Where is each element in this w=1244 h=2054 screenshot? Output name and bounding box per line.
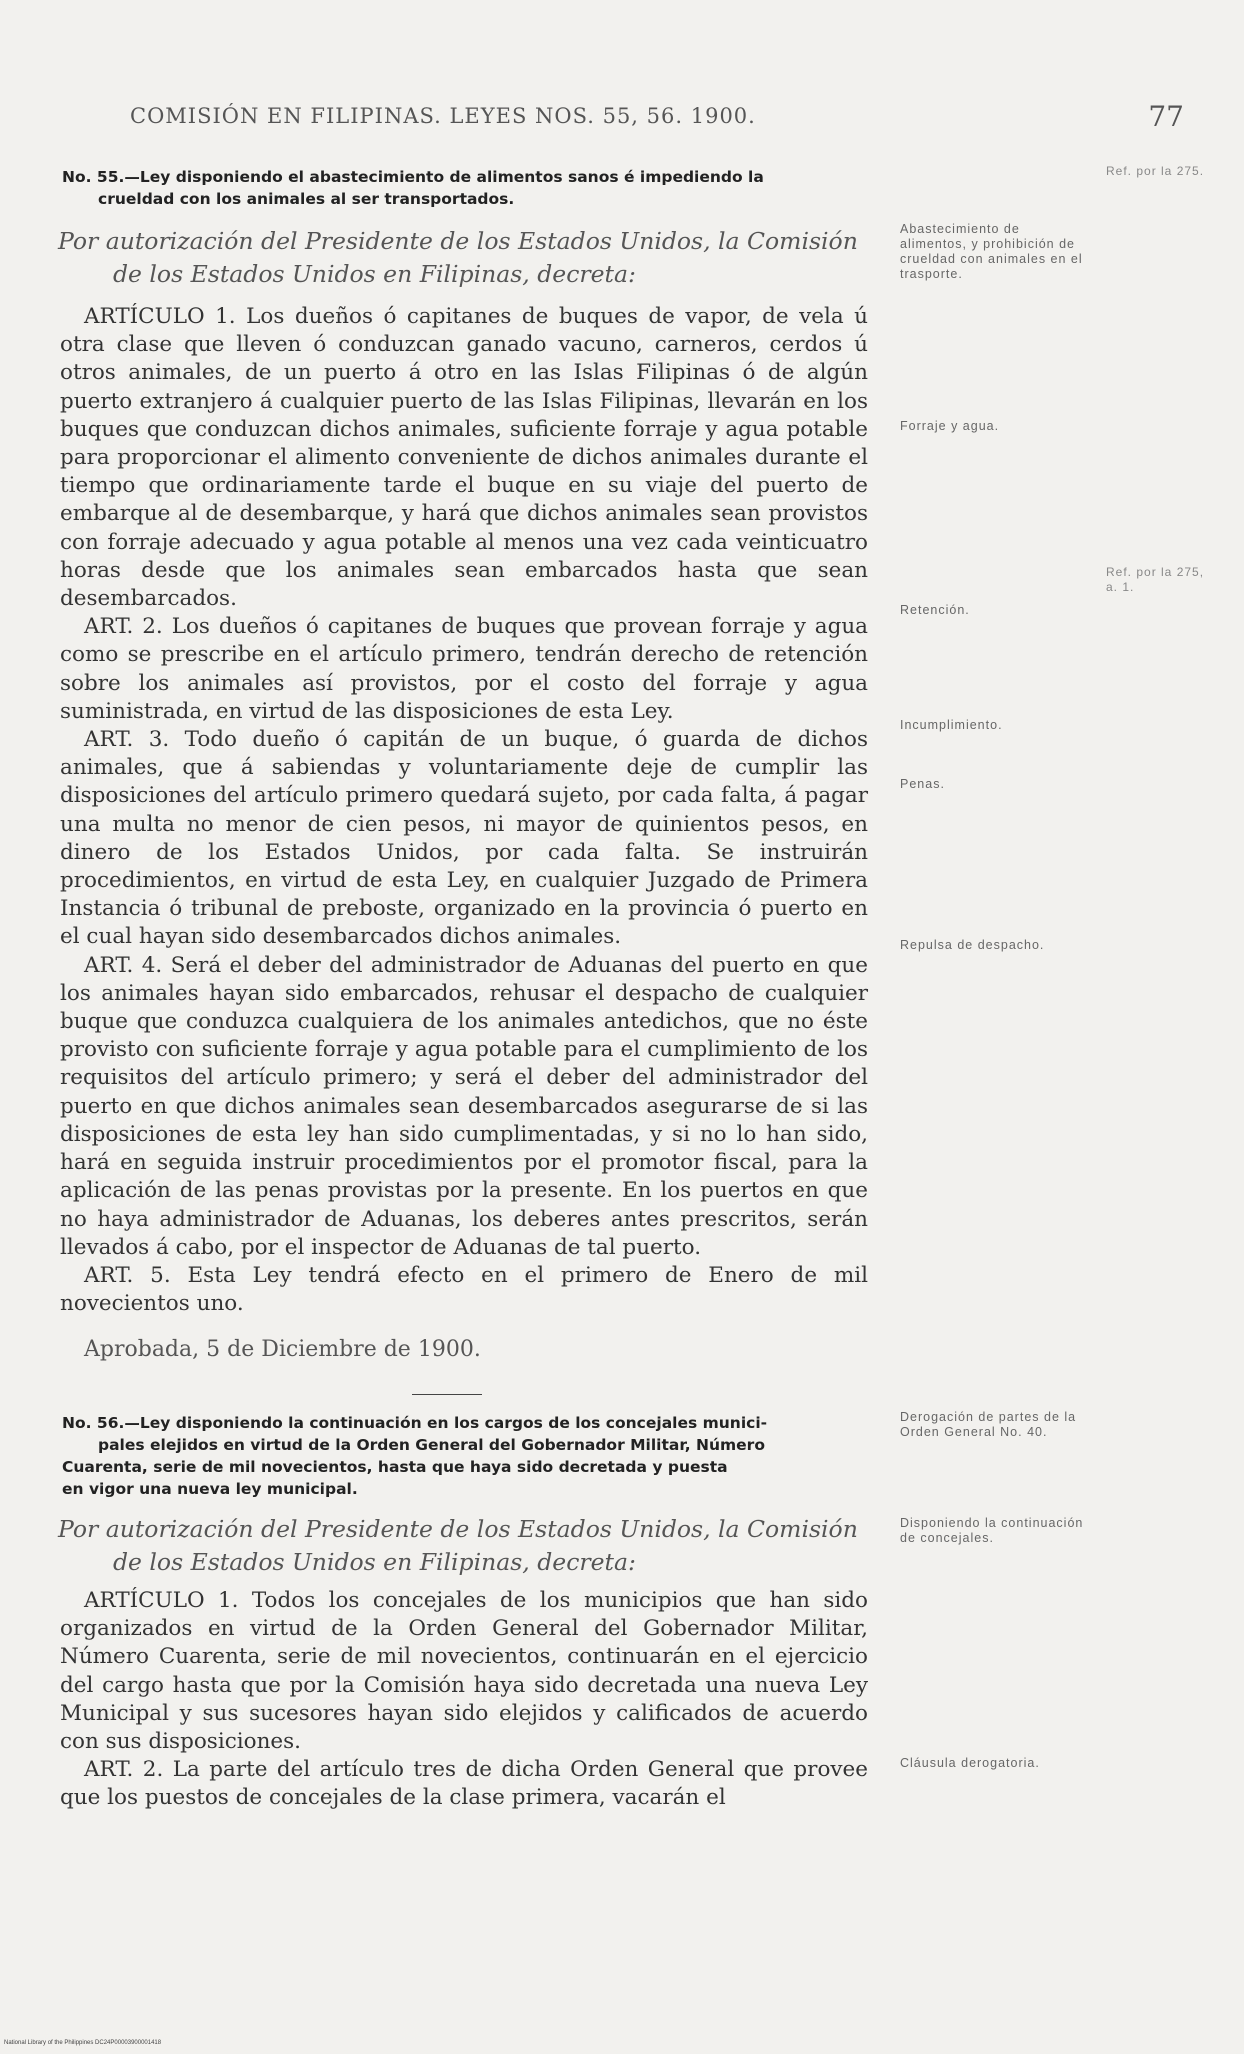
sidenote-derogacion: Derogación de partes de la Orden General No. 40. xyxy=(900,1410,1077,1439)
law-56-title-line: en vigor una nueva ley municipal. xyxy=(62,1480,358,1498)
section-divider xyxy=(412,1394,482,1395)
sidenote-retencion: Retención. xyxy=(900,603,970,617)
sidenote-abastecimiento: Abastecimiento de alimentos, y prohibición de crueldad con animales en el trasporte. xyxy=(900,222,1083,281)
law-55-title-line: crueldad con los animales al ser transportados. xyxy=(98,190,515,208)
article-label: ARTÍCULO 1. xyxy=(84,304,236,329)
article-4 xyxy=(60,952,868,1262)
approval-date: Aprobada, 5 de Diciembre de 1900. xyxy=(84,1337,481,1362)
article-text: Los dueños ó capitanes de buques de vapor, de vela ú otra clase que lleven ó conduzcan ganado vacuno, carneros, cerdos ú otros animales, de un puerto á otro en las Islas Filipinas ó de algún puerto extranjero á cualquier puerto de las Islas Filipinas, llevarán en los buques que conduzcan dichos animales, suficiente forraje y agua potable para proporcionar el alimento conveniente de dichos animales durante el tiempo que ordinariamente tarde el buque en su viaje del puerto de embarque al de desembarque, y hará que dichos animales sean provistos con forraje adecuado y agua potable al menos una vez cada veinticuatro horas desde que los animales sean embarcados hasta que sean desembarcados. xyxy=(60,304,869,612)
reference-note: Ref. por la 275. xyxy=(1106,164,1205,178)
law-55-title xyxy=(62,166,870,210)
preamble-line: de los Estados Unidos en Filipinas, decreta: xyxy=(113,1548,636,1576)
article-2 xyxy=(60,1756,868,1812)
preamble-line: de los Estados Unidos en Filipinas, decreta: xyxy=(113,260,636,288)
article-label: ART. 5. xyxy=(84,1262,171,1288)
article-3 xyxy=(60,726,868,952)
article-label: ARTÍCULO 1. xyxy=(84,1588,239,1613)
law-56-title-line: Cuarenta, serie de mil novecientos, hasta que haya sido decretada y puesta xyxy=(62,1458,728,1476)
sidenote-penas: Penas. xyxy=(900,777,945,791)
article-text: Esta Ley tendrá efecto en el primero de Enero de mil novecientos uno. xyxy=(60,1262,868,1317)
law-55-body xyxy=(60,303,868,1318)
article-text: Será el deber del administrador de Aduanas del puerto en que los animales hayan sido embarcados, rehusar el despacho de cualquier buque que conduzca cualquiera de los animales antedichos, que no éste provisto con suficiente forraje y agua potable para el cumplimiento de los requisitos del artículo primero; y será el deber del administrador del puerto en que dichos animales sean desembarcados asegurarse de si las disposiciones de esta ley han sido cumplimentadas, y si no lo han sido, hará en seguida instruir procedimientos por el promotor fiscal, para la aplicación de las penas provistas por la presente. En los puertos en que no haya administrador de Aduanas, los deberes antes prescritos, serán llevados á cabo, por el inspector de Aduanas de tal puerto. xyxy=(60,952,868,1260)
reference-note: Ref. por la 275, a. 1. xyxy=(1106,565,1205,594)
sidenote-disponiendo: Disponiendo la continuación de concejales. xyxy=(900,1516,1084,1545)
preamble-line: Por autorización del Presidente de los Estados Unidos, la Comisión xyxy=(58,227,858,255)
law-55-preamble xyxy=(58,225,866,291)
law-55-title-line: No. 55.—Ley disponiendo el abastecimiento de alimentos sanos é impediendo la xyxy=(62,168,764,186)
scan-footer: National Library of the Philippines DC24P00003900001418 xyxy=(4,2040,162,2046)
article-text: Todos los concejales de los municipios que han sido organizados en virtud de la Orden General del Gobernador Militar, Número Cuarenta, serie de mil novecientos, continuarán en el ejercicio del cargo hasta que por la Comisión haya sido decretada una nueva Ley Municipal y sus sucesores hayan sido elejidos y calificados de acuerdo con sus disposiciones. xyxy=(60,1588,868,1755)
sidenote-forraje: Forraje y agua. xyxy=(900,419,1000,433)
article-1 xyxy=(60,303,868,613)
article-text: Los dueños ó capitanes de buques que provean forraje y agua como se prescribe en el artículo primero, tendrán derecho de retención sobre los animales así provistos, por el costo del forraje y agua suministrada, en virtud de las disposiciones de esta Ley. xyxy=(60,614,868,724)
law-56-title-line: No. 56.—Ley disponiendo la continuación en los cargos de los concejales munici- xyxy=(62,1414,768,1432)
article-1 xyxy=(60,1587,868,1756)
sidenote-repulsa: Repulsa de despacho. xyxy=(900,938,1045,952)
article-text: Todo dueño ó capitán de un buque, ó guarda de dichos animales, que á sabiendas y voluntariamente deje de cumplir las disposiciones del artículo primero quedará sujeto, por cada falta, á pagar una multa no menor de cien pesos, ni mayor de quinientos pesos, en dinero de los Estados Unidos, por cada falta. Se instruirán procedimientos, en virtud de esta Ley, en cualquier Juzgado de Primera Instancia ó tribunal de preboste, organizado en la provincia ó puerto en el cual hayan sido desembarcados dichos animales. xyxy=(60,727,869,950)
law-56-title-line: pales elejidos en virtud de la Orden General del Gobernador Militar, Número xyxy=(98,1436,765,1454)
article-label: ART. 3. xyxy=(84,727,170,753)
article-label: ART. 4. xyxy=(84,952,163,978)
law-56-preamble xyxy=(58,1513,866,1579)
article-label: ART. 2. xyxy=(84,614,163,640)
article-5 xyxy=(60,1262,868,1318)
law-56-title xyxy=(62,1412,870,1500)
article-label: ART. 2. xyxy=(84,1757,164,1783)
preamble-line: Por autorización del Presidente de los Estados Unidos, la Comisión xyxy=(58,1515,858,1543)
article-text: La parte del artículo tres de dicha Orden General que provee que los puestos de concejales de la clase primera, vacarán el xyxy=(60,1757,868,1811)
running-head: COMISIÓN EN FILIPINAS. LEYES NOS. 55, 56. 1900. xyxy=(130,104,756,128)
sidenote-clausula: Cláusula derogatoria. xyxy=(900,1756,1040,1770)
law-56-body xyxy=(60,1587,868,1813)
sidenote-incumplimiento: Incumplimiento. xyxy=(900,718,1003,732)
page-number: 77 xyxy=(1148,100,1184,133)
article-2 xyxy=(60,613,868,726)
